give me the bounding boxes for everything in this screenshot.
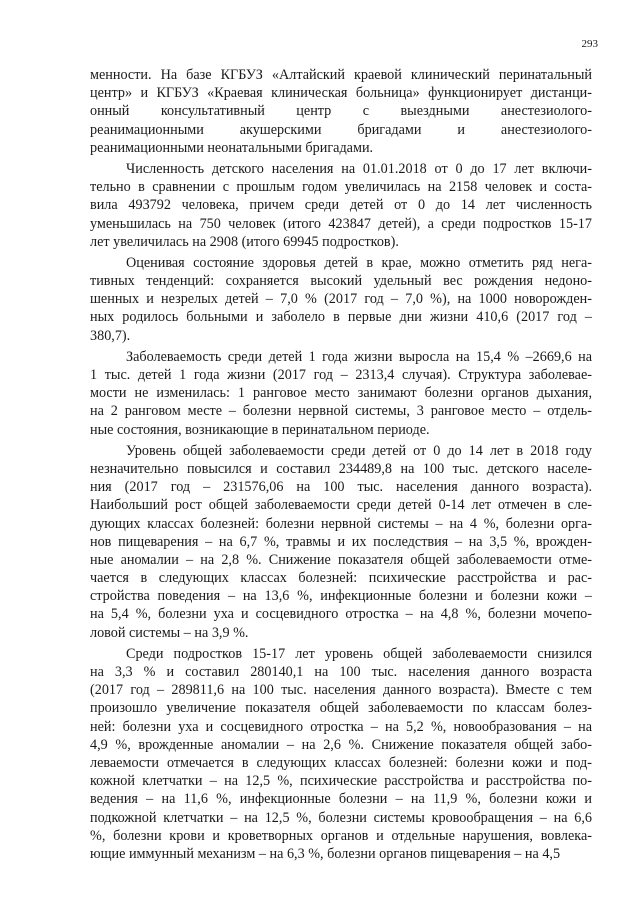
text-line: Среди подростков 15-17 лет уровень общей заболеваемости снизился <box>126 645 592 662</box>
paragraph <box>90 254 592 345</box>
text-line: Уровень общей заболеваемости среди детей от 0 до 14 лет в 2018 году <box>126 442 592 459</box>
text-line: тельно в сравнении с прошлым годом увеличилась на 2158 человек и соста- <box>90 179 592 196</box>
text-line: ные аномалии – на 2,8 %. Снижение показателя общей заболеваемости отме- <box>90 551 592 568</box>
paragraph <box>90 348 592 439</box>
text-line: произошло увеличение показателя общей заболеваемости по классам болез- <box>90 700 592 717</box>
text-line: вила 493792 человека, причем среди детей от 0 до 14 лет численность <box>90 197 592 214</box>
text-line: уменьшилась на 750 человек (итого 423847 детей), а среди подростков 15-17 <box>90 215 592 232</box>
text-line: онный консультативный центр с выездными анестезиолого- <box>90 103 592 120</box>
text-line: стройства поведения – на 13,6 %, инфекционные болезни и болезни кожи – <box>90 588 592 605</box>
text-line: ней: болезни уха и сосцевидного отростка – на 5,2 %, новообразования – на <box>90 718 592 735</box>
text-line: лет увеличилась на 2908 (итого 69945 подростков). <box>90 233 399 250</box>
text-line: 380,7). <box>90 327 131 344</box>
text-line: реанимационными неонатальными бригадами. <box>90 139 374 156</box>
text-line: кожной клетчатки – на 12,5 %, психические расстройства и расстройства по- <box>90 773 592 790</box>
text-line: 4,9 %, врожденные аномалии – на 2,6 %. Снижение показателя общей забо- <box>90 736 592 753</box>
text-line: 1 тыс. детей 1 года жизни (2017 год – 2313,4 случая). Структура заболевае- <box>90 367 592 383</box>
text-line: ния (2017 год – 231576,06 на 100 тыс. населения данного возраста). <box>90 479 592 496</box>
document-body <box>90 66 592 866</box>
text-line: Заболеваемость среди детей 1 года жизни выросла на 15,4 % –2669,6 на <box>126 348 592 365</box>
paragraph <box>90 442 592 642</box>
text-line: тивных тенденций: сохраняется высокий удельный вес рождения недоно- <box>90 273 592 290</box>
text-line: леваемости отмечается в следующих классах болезней: болезни кожи и под- <box>90 754 592 771</box>
text-line: на 5,4 %, болезни уха и сосцевидного отростка – на 4,8 %, болезни мочепо- <box>90 606 592 623</box>
text-line: Численность детского населения на 01.01.2018 от 0 до 17 лет включи- <box>126 160 592 177</box>
text-line: незначительно повысился и составил 234489,8 на 100 тыс. детского населе- <box>90 460 592 477</box>
text-line: менности. На базе КГБУЗ «Алтайский краевой клинический перинатальный <box>90 67 592 83</box>
text-line: ных родилось больными и заболело в первые дни жизни 410,6 (2017 год – <box>90 309 592 326</box>
paragraph <box>90 645 592 863</box>
page-number: 293 <box>581 38 598 50</box>
text-line: (2017 год – 289811,6 на 100 тыс. населения данного возраста). Вместе с тем <box>90 682 592 699</box>
text-line: дующих классах болезней: болезни нервной системы – на 4 %, болезни орга- <box>90 515 592 532</box>
text-line: мости не изменилась: 1 ранговое место занимают болезни органов дыхания, <box>90 385 592 402</box>
text-line: чается в следующих классах болезней: психические расстройства и рас- <box>90 570 592 587</box>
text-line: нов пищеварения – на 6,7 %, травмы и их последствия – на 3,5 %, врожден- <box>90 533 592 550</box>
text-line: Наибольший рост общей заболеваемости среди детей 0-14 лет отмечен в сле- <box>90 497 592 514</box>
text-line: шенных и незрелых детей – 7,0 % (2017 год – 7,0 %), на 1000 новорожден- <box>90 291 592 308</box>
text-line: реанимационными акушерскими бригадами и анестезиолого- <box>90 121 592 138</box>
text-line: на 2 ранговом месте – болезни нервной системы, 3 ранговое место – отдель- <box>90 403 592 420</box>
text-line: %, болезни крови и кроветворных органов и отдельные нарушения, вовлека- <box>90 827 592 844</box>
paragraph <box>90 66 592 157</box>
text-line: на 3,3 % и составил 280140,1 на 100 тыс. населения данного возраста <box>90 664 592 680</box>
text-line: ные состояния, возникающие в перинатальном периоде. <box>90 421 430 438</box>
paragraph <box>90 160 592 251</box>
text-line: центр» и КГБУЗ «Краевая клиническая больница» функционирует дистанци- <box>90 85 592 102</box>
text-line: ющие иммунный механизм – на 6,3 %, болезни органов пищеварения – на 4,5 <box>90 845 561 862</box>
text-line: подкожной клетчатки – на 12,5 %, болезни системы кровообращения – на 6,6 <box>90 809 592 826</box>
text-line: ведения – на 11,6 %, инфекционные болезни – на 11,9 %, болезни кожи и <box>90 791 592 808</box>
text-line: ловой системы – на 3,9 %. <box>90 624 249 641</box>
text-line: Оценивая состояние здоровья детей в крае, можно отметить ряд нега- <box>126 254 592 271</box>
